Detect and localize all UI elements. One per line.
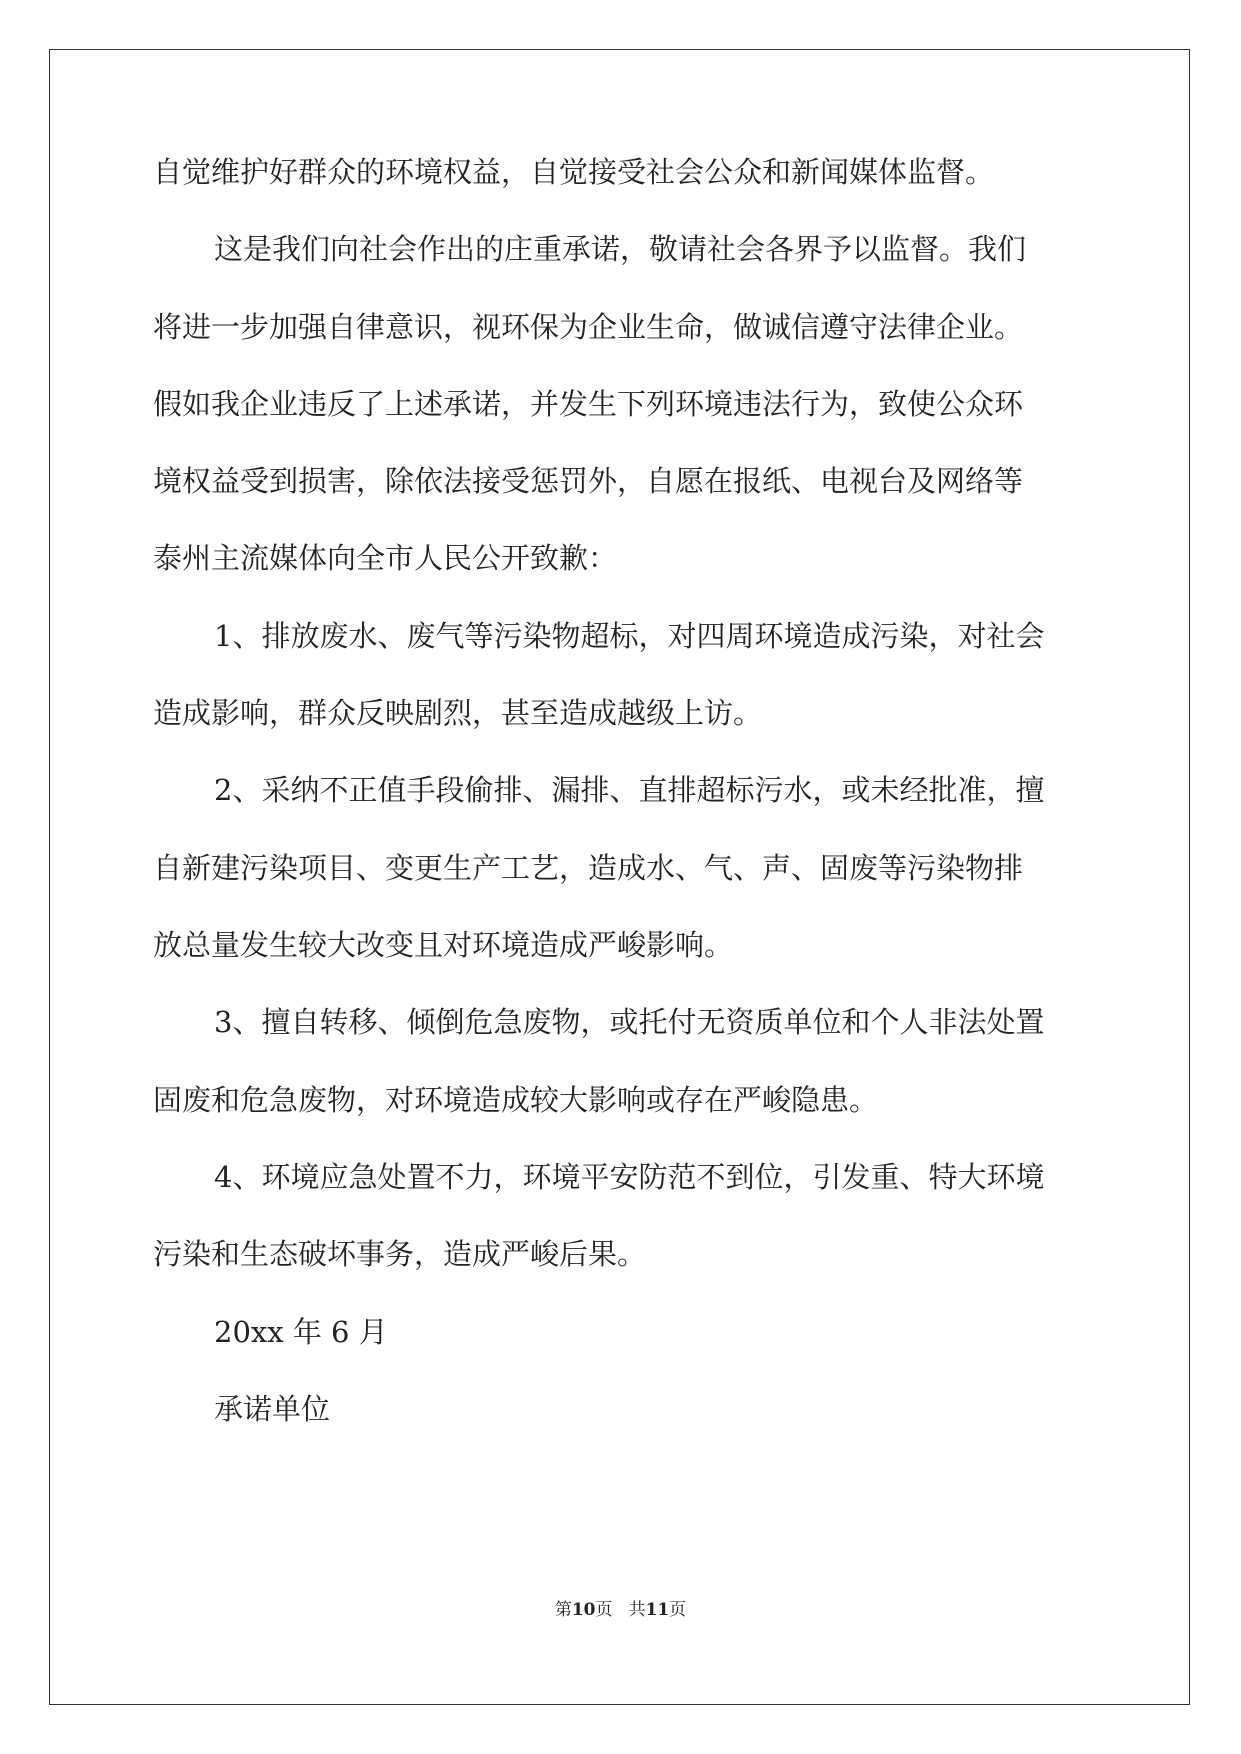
text-line: 1、排放废水、废气等污染物超标，对四周环境造成污染，对社会 <box>214 619 1045 653</box>
page-total: 11 <box>645 1600 670 1620</box>
page-footer <box>0 1598 1241 1622</box>
text-line: 污染和生态破坏事务，造成严峻后果。 <box>153 1237 647 1271</box>
text-line: 自觉维护好群众的环境权益，自觉接受社会公众和新闻媒体监督。 <box>153 155 995 189</box>
text-line: 这是我们向社会作出的庄重承诺，敬请社会各界予以监督。我们 <box>214 232 1027 266</box>
page-suffix: 页 <box>595 1600 613 1620</box>
text-line: 固废和危急废物，对环境造成较大影响或存在严峻隐患。 <box>153 1083 879 1117</box>
text-line: 放总量发生较大改变且对环境造成严峻影响。 <box>153 928 734 962</box>
total-suffix: 页 <box>669 1600 687 1620</box>
text-line: 假如我企业违反了上述承诺，并发生下列环境违法行为，致使公众环 <box>153 387 1024 421</box>
text-line: 4、环境应急处置不力，环境平安防范不到位，引发重、特大环境 <box>214 1160 1045 1194</box>
text-line: 泰州主流媒体向全市人民公开致歉： <box>153 541 618 575</box>
page-prefix: 第 <box>554 1600 572 1620</box>
text-line: 自新建污染项目、变更生产工艺，造成水、气、声、固废等污染物排 <box>153 851 1024 885</box>
text-line: 将进一步加强自律意识，视环保为企业生命，做诚信遵守法律企业。 <box>153 310 1024 344</box>
signature-label: 承诺单位 <box>214 1392 331 1426</box>
text-line: 3、擅自转移、倾倒危急废物，或托付无资质单位和个人非法处置 <box>214 1005 1045 1039</box>
date-line: 20xx 年 6 月 <box>214 1315 388 1349</box>
page-current: 10 <box>571 1600 596 1620</box>
text-line: 境权益受到损害，除依法接受惩罚外，自愿在报纸、电视台及网络等 <box>153 464 1024 498</box>
text-line: 造成影响，群众反映剧烈，甚至造成越级上访。 <box>153 696 763 730</box>
total-prefix: 共 <box>628 1600 646 1620</box>
text-line: 2、采纳不正值手段偷排、漏排、直排超标污水，或未经批准，擅 <box>214 773 1045 807</box>
